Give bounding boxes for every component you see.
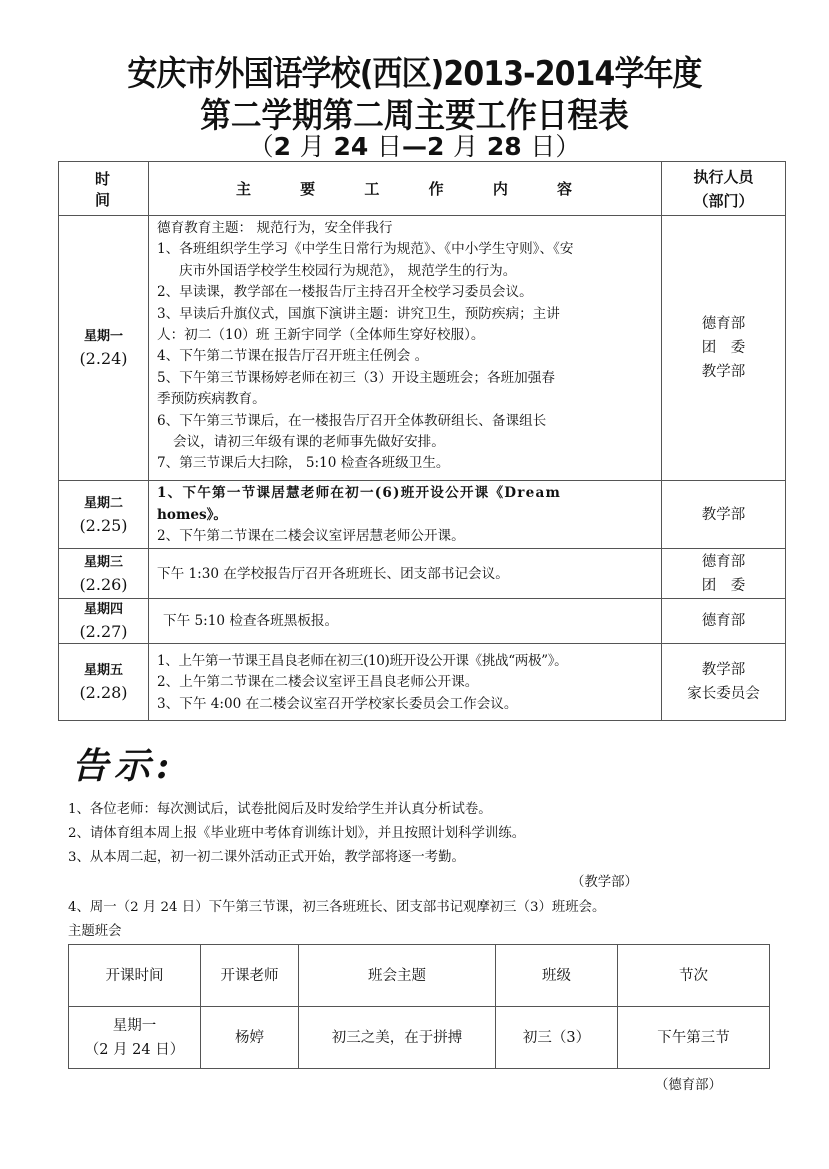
class-time-day: 星期一 bbox=[112, 1017, 157, 1034]
day-date: (2.25) bbox=[79, 515, 128, 535]
date-day-unit: 日 bbox=[376, 132, 402, 161]
period-cell: 下午第三节 bbox=[618, 1007, 770, 1069]
schedule-row-friday bbox=[59, 644, 786, 721]
column-header-teacher: 开课老师 bbox=[201, 945, 299, 1007]
theme-meeting-label: 主题班会 bbox=[68, 924, 122, 939]
date-month-start: 2 bbox=[273, 132, 292, 161]
content-line: 6、下午第三节课后，在一楼报告厅召开全体教研组长、备课组长 bbox=[157, 412, 547, 429]
content-line: 1、下午第一节课居慧老师在初一(6)班开设公开课《Dream bbox=[157, 485, 562, 502]
date-range bbox=[0, 127, 829, 163]
schedule-row-monday bbox=[59, 216, 786, 481]
date-month-unit: 月 bbox=[453, 132, 479, 161]
exec-cell bbox=[662, 549, 786, 599]
exec-header-line2: （部门） bbox=[693, 191, 754, 210]
document-title-line2: 第二学期第二周主要工作日程表 bbox=[200, 96, 629, 136]
notice-signature-teaching: （教学部） bbox=[571, 875, 638, 890]
day-cell bbox=[59, 216, 149, 481]
column-header-time: 时 间 bbox=[59, 162, 149, 216]
day-name: 星期四 bbox=[83, 602, 123, 617]
content-line: 2、上午第二节课在二楼会议室评王昌良老师公开课。 bbox=[157, 674, 479, 691]
schedule-row-thursday bbox=[59, 599, 786, 644]
theme-table-header-row bbox=[69, 945, 770, 1007]
content-line: 3、下午 4:00 在二楼会议室召开学校家长委员会工作会议。 bbox=[157, 695, 518, 712]
column-header-class: 班级 bbox=[496, 945, 618, 1007]
content-cell bbox=[149, 481, 662, 549]
schedule-header-row bbox=[59, 162, 786, 216]
day-cell bbox=[59, 481, 149, 549]
column-header-topic: 班会主题 bbox=[299, 945, 496, 1007]
day-cell bbox=[59, 599, 149, 644]
exec-dept: 家长委员会 bbox=[687, 686, 760, 702]
content-line: 3、早读后升旗仪式，国旗下演讲主题：讲究卫生，预防疾病；主讲 bbox=[157, 305, 560, 322]
content-cell bbox=[149, 549, 662, 599]
content-line: 4、下午第二节课在报告厅召开班主任例会 。 bbox=[157, 348, 429, 365]
teacher-cell: 杨婷 bbox=[201, 1007, 299, 1069]
class-time-date: （2 月 24 日） bbox=[84, 1041, 185, 1058]
date-open-paren: （ bbox=[248, 132, 274, 161]
exec-dept: 团 委 bbox=[701, 340, 746, 356]
schedule-row-wednesday bbox=[59, 549, 786, 599]
exec-dept: 德育部 bbox=[701, 553, 746, 570]
day-name: 星期二 bbox=[83, 495, 123, 511]
content-line: 人：初二（10）班 王新宇同学（全体师生穿好校服）。 bbox=[157, 327, 485, 344]
schedule-table bbox=[58, 161, 786, 721]
topic-cell: 初三之美，在于拼搏 bbox=[299, 1007, 496, 1069]
content-line: 德育教育主题： 规范行为，安全伴我行 bbox=[157, 220, 393, 236]
content-line: 庆市外国语学校学生校园行为规范》， 规范学生的行为。 bbox=[179, 262, 517, 279]
day-date: (2.27) bbox=[79, 622, 128, 641]
exec-dept: 教学部 bbox=[701, 364, 746, 380]
day-cell bbox=[59, 644, 149, 721]
content-line: 1、各班组织学生学习《中学生日常行为规范》、《中小学生守则》、《安 bbox=[157, 241, 574, 258]
content-cell bbox=[149, 599, 662, 644]
content-line: 下午 5:10 检查各班黑板报。 bbox=[163, 613, 339, 630]
day-cell bbox=[59, 549, 149, 599]
date-month-unit: 月 bbox=[299, 132, 325, 161]
date-close-paren: ） bbox=[555, 132, 581, 161]
day-name: 星期五 bbox=[83, 663, 123, 678]
exec-cell bbox=[662, 216, 786, 481]
content-line: 7、第三节课后大扫除， 5:10 检查各班级卫生。 bbox=[157, 455, 450, 472]
exec-dept: 教学部 bbox=[701, 506, 746, 523]
day-name: 星期三 bbox=[83, 554, 123, 570]
exec-cell bbox=[662, 599, 786, 644]
class-cell: 初三（3） bbox=[496, 1007, 618, 1069]
schedule-row-tuesday bbox=[59, 481, 786, 549]
content-line: homes》。 bbox=[157, 506, 228, 523]
class-time-cell bbox=[69, 1007, 201, 1069]
column-header-content: 主 要 工 作 内 容 bbox=[149, 162, 662, 216]
notice-item: 2、请体育组本周上报《毕业班中考体育训练计划》，并且按照计划科学训练。 bbox=[68, 826, 526, 841]
content-line: 5、下午第三节课杨婷老师在初三（3）开设主题班会；各班加强春 bbox=[157, 369, 555, 386]
day-date: (2.26) bbox=[79, 574, 128, 594]
document-title-line1: 安庆市外国语学校(西区)2013-2014学年度 bbox=[127, 54, 702, 94]
notice-item: 3、从本周二起，初一初二课外活动正式开始，教学部将逐一考勤。 bbox=[68, 850, 465, 865]
exec-dept: 德育部 bbox=[701, 316, 746, 332]
column-header-class-time: 开课时间 bbox=[69, 945, 201, 1007]
exec-dept: 教学部 bbox=[701, 662, 746, 678]
content-cell bbox=[149, 216, 662, 481]
content-line: 下午 1:30 在学校报告厅召开各班班长、团支部书记会议。 bbox=[157, 565, 509, 582]
column-header-period: 节次 bbox=[618, 945, 770, 1007]
date-day-unit: 日 bbox=[530, 132, 556, 161]
theme-table-signature-moral: （德育部） bbox=[655, 1078, 722, 1093]
theme-meeting-table bbox=[68, 944, 770, 1069]
content-line: 2、下午第二节课在二楼会议室评居慧老师公开课。 bbox=[157, 528, 465, 545]
day-name: 星期一 bbox=[83, 329, 123, 344]
notice-heading: 告示: bbox=[72, 745, 176, 787]
exec-cell bbox=[662, 644, 786, 721]
content-cell bbox=[149, 644, 662, 721]
content-line: 会议，请初三年级有课的老师事先做好安排。 bbox=[173, 434, 445, 451]
exec-dept: 德育部 bbox=[701, 613, 746, 629]
exec-dept: 团 委 bbox=[701, 577, 746, 594]
date-day-start: 24 bbox=[333, 132, 369, 161]
date-month-end: 2 bbox=[427, 132, 445, 161]
content-line: 2、早读课，教学部在一楼报告厅主持召开全校学习委员会议。 bbox=[157, 284, 533, 301]
exec-header-line1: 执行人员 bbox=[693, 167, 754, 186]
content-line: 季预防疾病教育。 bbox=[157, 391, 266, 408]
notice-item: 1、各位老师：每次测试后，试卷批阅后及时发给学生并认真分析试卷。 bbox=[68, 802, 492, 817]
exec-cell bbox=[662, 481, 786, 549]
date-dash: — bbox=[402, 132, 427, 161]
theme-table-row bbox=[69, 1007, 770, 1069]
date-day-end: 28 bbox=[486, 132, 522, 161]
content-line: 1、上午第一节课王昌良老师在初三(10)班开设公开课《挑战“两极”》。 bbox=[157, 652, 568, 669]
day-date: (2.24) bbox=[79, 349, 128, 368]
column-header-exec bbox=[662, 162, 786, 216]
notice-item: 4、周一（2 月 24 日）下午第三节课，初三各班班长、团支部书记观摩初三（3）班班会。 bbox=[68, 900, 606, 915]
day-date: (2.28) bbox=[79, 683, 128, 702]
